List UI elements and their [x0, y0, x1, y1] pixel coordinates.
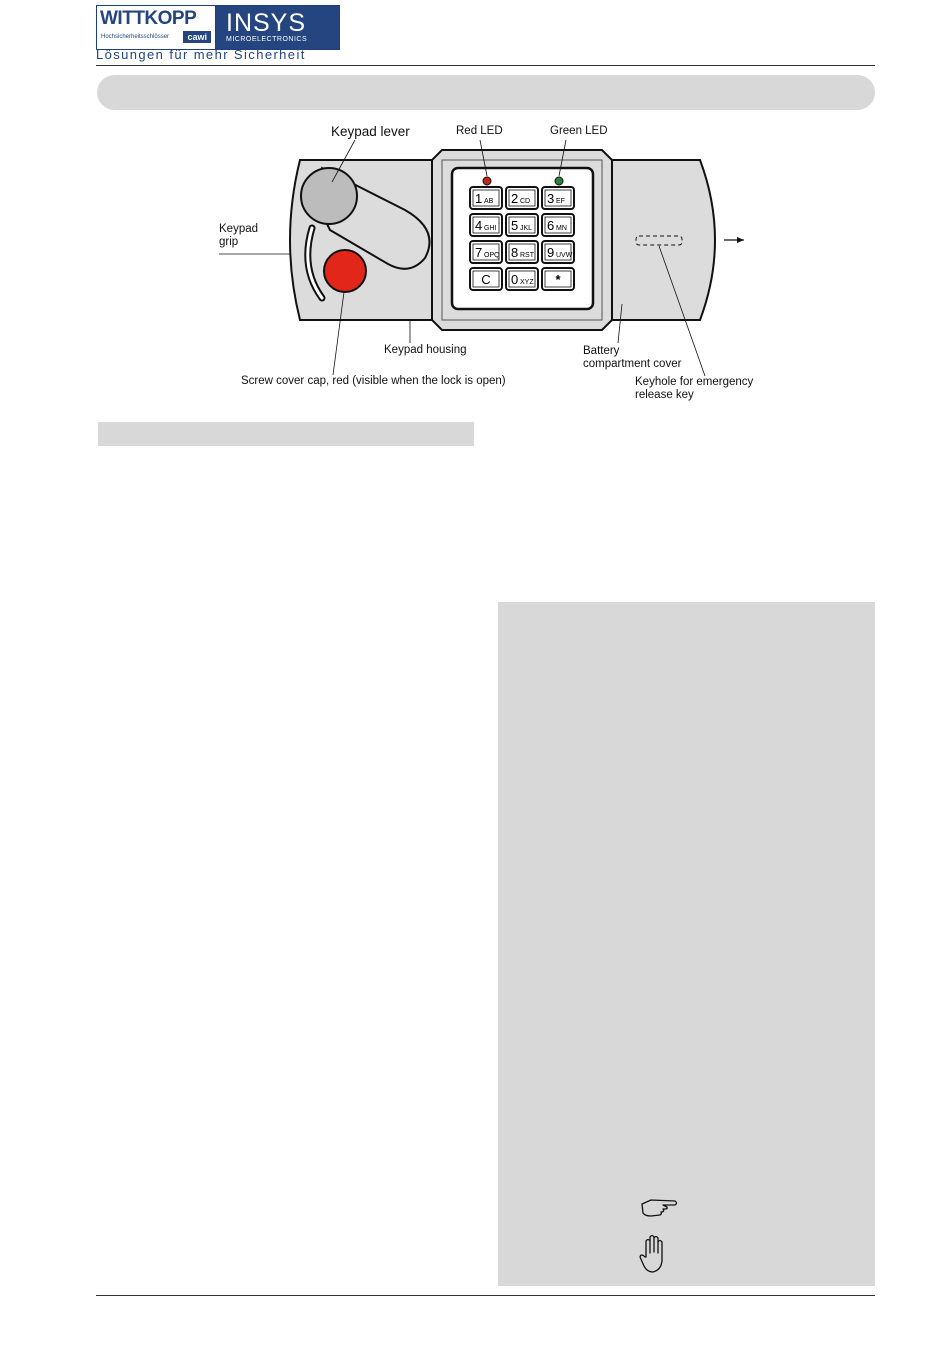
keypad-key[interactable] — [542, 214, 574, 236]
keypad-key-letters: JKL — [520, 225, 533, 232]
keypad-key-digit: 1 — [475, 191, 483, 206]
brand-logo — [96, 5, 340, 50]
keypad-key-letters: CD — [520, 198, 531, 205]
keypad-key-letters: MN — [556, 225, 567, 232]
keypad-key-digit: 3 — [547, 191, 555, 206]
keypad-key-digit: 5 — [511, 218, 519, 233]
battery-cover-label-line1: Battery — [583, 345, 620, 357]
keypad-key-digit: 6 — [547, 218, 555, 233]
keypad-lever-knob — [301, 168, 357, 224]
green-led — [555, 177, 563, 185]
keypad-key[interactable] — [542, 268, 574, 290]
side-note-panel — [498, 602, 875, 1286]
lock-diagram — [0, 115, 950, 415]
keypad-key[interactable] — [506, 241, 538, 263]
keypad-key-letters: EF — [556, 198, 565, 205]
brand-right-text: INSYS — [226, 9, 307, 37]
keyhole-label-line1: Keyhole for emergency — [635, 376, 754, 388]
keyhole-label — [635, 376, 753, 402]
keypad-grip-label-line1: Keypad — [219, 223, 259, 235]
lock-diagram-graphic — [0, 115, 950, 415]
brand-left-subtext: Hochsicherheitsschlösser — [101, 34, 170, 40]
red-led-label: Red LED — [456, 125, 503, 137]
keypad-key[interactable] — [470, 241, 502, 263]
screw-cover-cap — [324, 250, 366, 292]
direction-arrow — [737, 237, 744, 243]
raised-hand-icon — [637, 1233, 671, 1275]
section-heading-bar — [98, 422, 474, 446]
keypad-key[interactable] — [506, 268, 538, 290]
tagline: Lösungen für mehr Sicherheit — [96, 47, 306, 62]
keypad-key-letters: RST — [520, 252, 534, 259]
keypad-key-letters: AB — [484, 198, 494, 205]
keypad-key[interactable] — [470, 214, 502, 236]
keypad-key[interactable] — [470, 268, 502, 290]
keypad-key-digit: 4 — [475, 218, 483, 233]
keypad-key-digit: 9 — [547, 245, 555, 260]
keypad-key-digit: C — [481, 272, 491, 287]
keypad-key-letters: UVW — [556, 252, 573, 259]
keyhole-label-line2: release key — [635, 389, 694, 401]
battery-cover-label-line2: compartment cover — [583, 358, 682, 370]
green-led-label: Green LED — [550, 125, 608, 137]
keypad-key-digit: 2 — [511, 191, 519, 206]
keypad-key-digit: 8 — [511, 245, 519, 260]
keypad-key-letters: OPQ — [484, 252, 500, 259]
battery-cover-label — [583, 345, 681, 371]
keypad-grip-label — [219, 223, 258, 249]
keypad-key-digit: * — [555, 272, 561, 287]
keypad-key-digit: 0 — [511, 272, 519, 287]
keypad-lever-label: Keypad lever — [331, 124, 410, 139]
insys-logo — [216, 6, 339, 49]
title-bar — [97, 75, 875, 110]
keypad-body-right — [606, 160, 715, 320]
brand-left-badge: cawi — [183, 31, 211, 43]
keypad-key[interactable] — [506, 214, 538, 236]
header-divider — [96, 65, 875, 66]
keypad-key-letters: GHI — [484, 225, 497, 232]
keypad-key[interactable] — [542, 241, 574, 263]
keypad-key[interactable] — [506, 187, 538, 209]
keypad-key-digit: 7 — [475, 245, 483, 260]
brand-left-text: WITTKOPP — [100, 8, 197, 29]
pointing-hand-icon — [639, 1195, 679, 1223]
keypad-grip-label-line2: grip — [219, 236, 239, 248]
keypad-key[interactable] — [542, 187, 574, 209]
keypad-key-letters: XYZ — [520, 279, 534, 286]
screw-cap-label: Screw cover cap, red (visible when the lock is open) — [241, 375, 506, 387]
keypad-key[interactable] — [470, 187, 502, 209]
wittkopp-logo — [97, 6, 216, 49]
brand-right-subtext: MICROELECTRONICS — [226, 36, 308, 43]
footer-divider — [96, 1295, 875, 1296]
red-led — [483, 177, 491, 185]
keypad-housing-label: Keypad housing — [384, 344, 467, 356]
